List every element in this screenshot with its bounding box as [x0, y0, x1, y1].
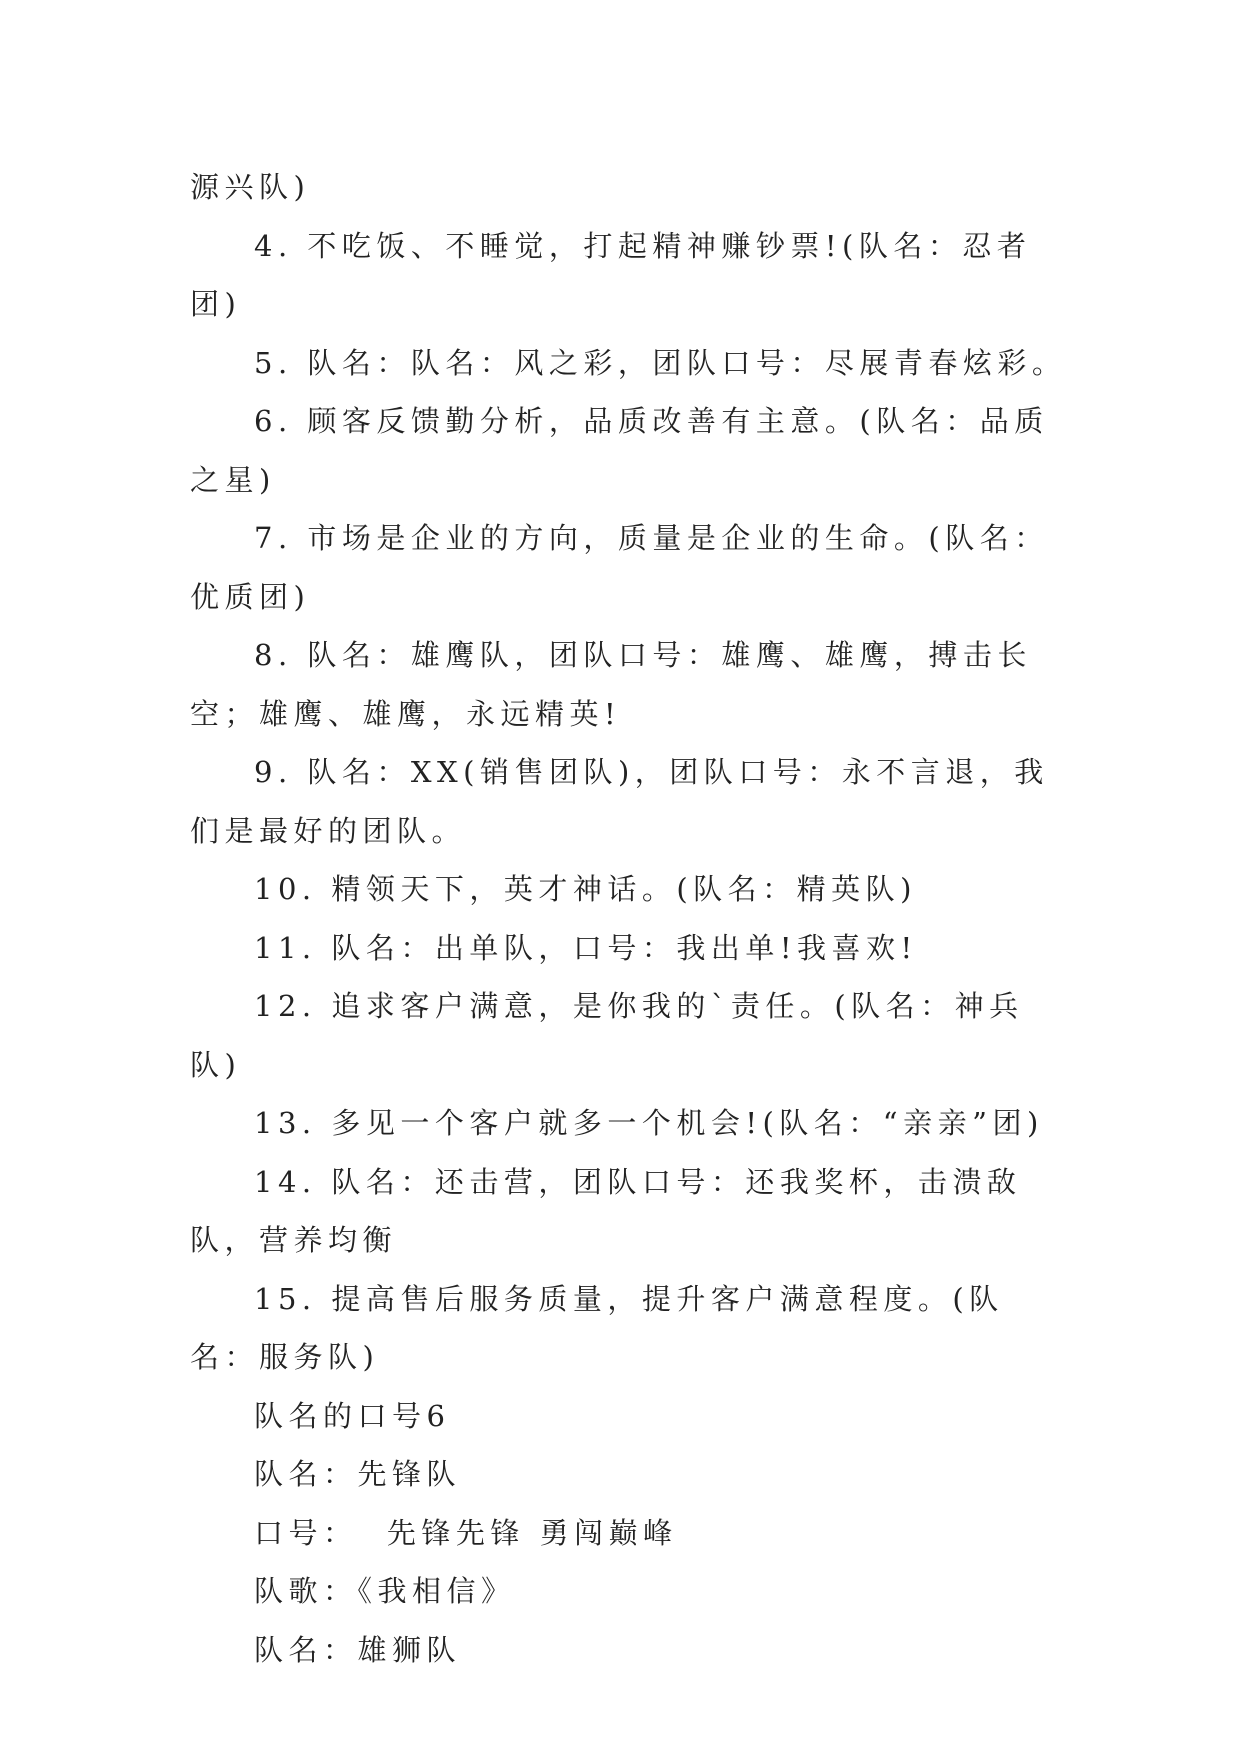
slogan-item-4: 4. 不吃饭、不睡觉，打起精神赚钞票!(队名：忍者团)	[190, 228, 1032, 321]
team-name-2: 队名：雄狮队	[254, 1632, 462, 1667]
slogan-item-12: 12. 追求客户满意，是你我的`责任。(队名：神兵队)	[190, 989, 1024, 1082]
team-name: 队名：先锋队	[254, 1457, 462, 1491]
section-title: 队名的口号6	[254, 1398, 451, 1433]
document-body	[190, 158, 1070, 1679]
slogan-item-8: 8. 队名：雄鹰队，团队口号：雄鹰、雄鹰，搏击长空；雄鹰、雄鹰，永远精英!	[190, 638, 1032, 731]
slogan-item-7: 7. 市场是企业的方向，质量是企业的生命。(队名：优质团)	[190, 521, 1049, 614]
slogan-item-13: 13. 多见一个客户就多一个机会!(队名：“亲亲”团)	[254, 1106, 1044, 1140]
paragraph-continuation: 源兴队)	[190, 170, 311, 204]
slogan-item-11: 11. 队名：出单队，口号：我出单!我喜欢!	[254, 930, 918, 965]
team-song: 队歌：《我相信》	[254, 1574, 516, 1608]
team-slogan: 口号： 先锋先锋 勇闯巅峰	[254, 1515, 678, 1550]
slogan-item-5: 5. 队名：队名：风之彩，团队口号：尽展青春炫彩。	[254, 345, 1067, 380]
slogan-item-9: 9. 队名：XX(销售团队)，团队口号：永不言退，我们是最好的团队。	[190, 755, 1049, 848]
slogan-item-15: 15. 提高售后服务质量，提升客户满意程度。(队名：服务队)	[190, 1281, 1004, 1374]
slogan-item-14: 14. 队名：还击营，团队口号：还我奖杯，击溃敌队，营养均衡	[190, 1164, 1022, 1257]
slogan-item-6: 6. 顾客反馈勤分析，品质改善有主意。(队名：品质之星)	[190, 404, 1049, 497]
slogan-item-10: 10. 精领天下，英才神话。(队名：精英队)	[254, 872, 917, 906]
